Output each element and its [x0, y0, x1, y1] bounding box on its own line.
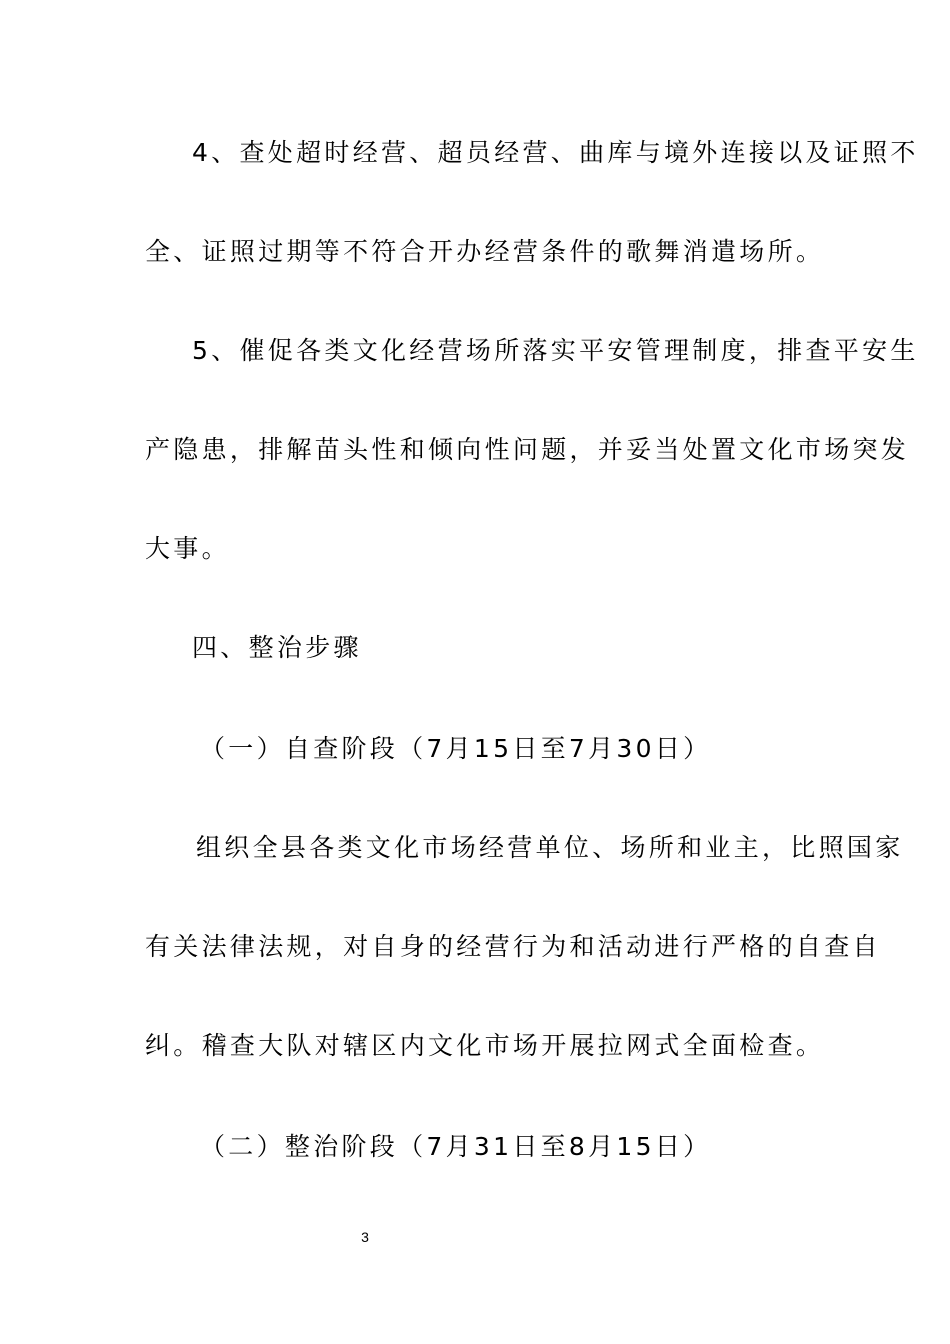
- page-number: 3: [361, 1229, 369, 1245]
- paragraph-self-check-line-1: 组织全县各类文化市场经营单位、场所和业主，比照国家: [196, 833, 904, 862]
- section-heading-steps: 四、整治步骤: [192, 633, 362, 662]
- paragraph-5-line-1: 5、催促各类文化经营场所落实平安管理制度，排查平安生: [192, 336, 919, 365]
- paragraph-5-line-3: 大事。: [145, 534, 230, 563]
- subheading-self-check-stage: （一）自查阶段（7月15日至7月30日）: [200, 734, 712, 763]
- paragraph-4-line-1: 4、查处超时经营、超员经营、曲库与境外连接以及证照不: [192, 138, 919, 167]
- paragraph-5-line-2: 产隐患，排解苗头性和倾向性问题，并妥当处置文化市场突发: [145, 435, 910, 464]
- paragraph-self-check-line-2: 有关法律法规，对自身的经营行为和活动进行严格的自查自: [145, 932, 881, 961]
- subheading-rectification-stage: （二）整治阶段（7月31日至8月15日）: [200, 1132, 712, 1161]
- paragraph-4-line-2: 全、证照过期等不符合开办经营条件的歌舞消遣场所。: [145, 237, 825, 266]
- paragraph-self-check-line-3: 纠。稽查大队对辖区内文化市场开展拉网式全面检查。: [145, 1031, 825, 1060]
